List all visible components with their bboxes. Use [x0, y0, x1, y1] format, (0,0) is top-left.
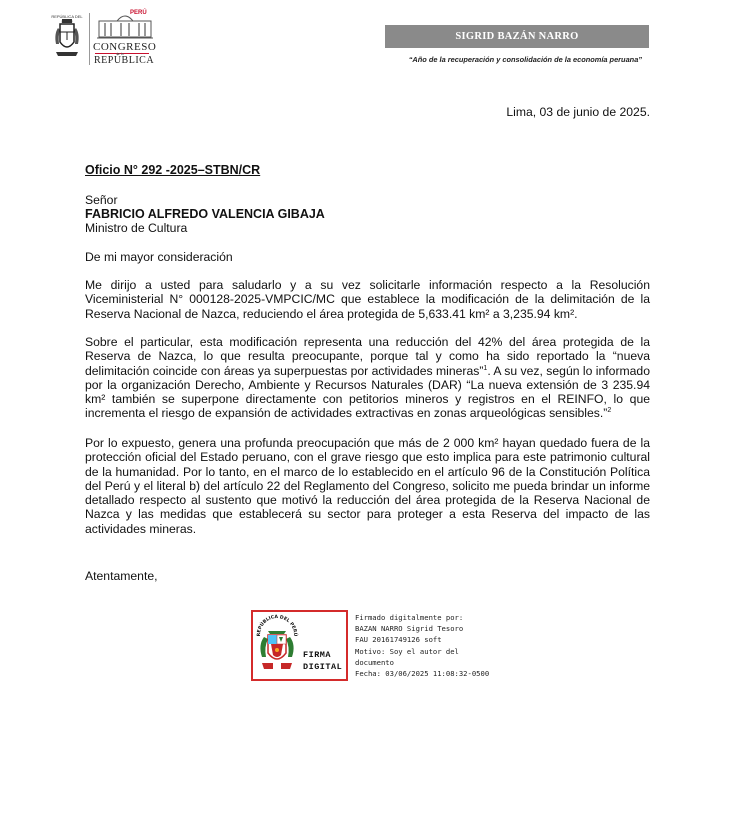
closing: Atentamente,: [85, 569, 158, 583]
year-motto: “Año de la recuperación y consolidación de la economía peruana”: [408, 55, 642, 64]
footnote-ref-2[interactable]: 2: [607, 407, 612, 415]
paragraph-2-part2: . A su vez, según lo informado por la organización Derecho, Ambiente y Recursos Naturales (DAR) “La nueva extensión de 3 235.94 km² también se superpone directamente con petitorios mineros y registros en el REINFO, lo que incrementa el riesgo de expansión de actividades extractivas en zonas arqueológicas sensibles.”: [85, 363, 650, 421]
signature-line1: Firmado digitalmente por:: [355, 613, 464, 622]
shield-caption: REPÚBLICA DEL: [51, 14, 83, 19]
signature-line4: Motivo: Soy el autor del: [355, 646, 459, 656]
congress-name-de-la: de la: [116, 52, 124, 56]
header-divider: [89, 13, 90, 65]
paragraph-3: Por lo expuesto, genera una profunda preocupación que más de 2 000 km² hayan quedado fuera de la protección oficial del Estado peruano, con el grave riesgo que esto implica para este patrimonio cultural de la humanidad. Por lo tanto, en el marco de lo establecido en el artículo 96 de la Constitución Política del Perú y el literal b) del artículo 22 del Reglamento del Congreso, solicito me pueda brindar un informe detallado respecto al sustento que motivó la reducción del área protegida de la Reserva Nacional de Nazca y las medidas que establecerá su sector para proteger a esta Reserva del impacto de las actividades mineras.: [85, 436, 650, 536]
peru-coat-of-arms-icon: [254, 613, 300, 677]
paragraph-2: [85, 335, 650, 421]
firma-line1: FIRMA: [303, 650, 332, 660]
seal-arc-text: REPÚBLICA DEL PERÚ: [256, 614, 298, 637]
footnote-ref-1[interactable]: 1: [483, 364, 488, 372]
signature-line5: documento: [355, 657, 394, 667]
salutation: Señor: [85, 193, 118, 207]
signature-line6: Fecha: 03/06/2025 11:08:32-0500: [355, 669, 490, 679]
signature-details: [355, 612, 489, 679]
peru-coat-of-arms-icon: [50, 14, 84, 62]
oficio-number: Oficio N° 292 -2025–STBN/CR: [85, 163, 261, 177]
greeting: De mi mayor consideración: [85, 250, 233, 264]
date-line: Lima, 03 de junio de 2025.: [506, 105, 650, 119]
firma-digital-label: [303, 649, 342, 673]
firma-line2: DIGITAL: [303, 662, 343, 672]
congressperson-name-bar: SIGRID BAZÁN NARRO: [385, 25, 649, 48]
paragraph-1: Me dirijo a usted para saludarlo y a su vez solicitarle información respecto a la Resolución Viceministerial N° 000128-2025-VMPCIC/MC que establece la modificación de la delimitación de la Reserva Nacional de Nazca, reduciendo el área protegida de 5,633.41 km² a 3,235.94 km².: [85, 278, 650, 321]
signature-line2: BAZAN NARRO Sigrid Tesoro: [355, 624, 464, 634]
recipient-title: Ministro de Cultura: [85, 221, 188, 235]
paragraph-2-part1: Sobre el particular, esta modificación representa una reducción del 42% del área protegida de la Reserva de Nazca, lo que resulta preocupante, porque tal y como ha sido reportado la “nueva delimitación coincide con áreas ya superpuestas por actividades mineras”: [85, 335, 650, 378]
peru-tag: PERÚ: [130, 10, 147, 16]
congress-name-line1: CONGRESO: [93, 41, 157, 53]
congress-name-line2: REPÚBLICA: [94, 55, 155, 66]
signature-line3: FAU 20161749126 soft: [355, 635, 442, 645]
recipient-name: FABRICIO ALFREDO VALENCIA GIBAJA: [85, 207, 325, 221]
